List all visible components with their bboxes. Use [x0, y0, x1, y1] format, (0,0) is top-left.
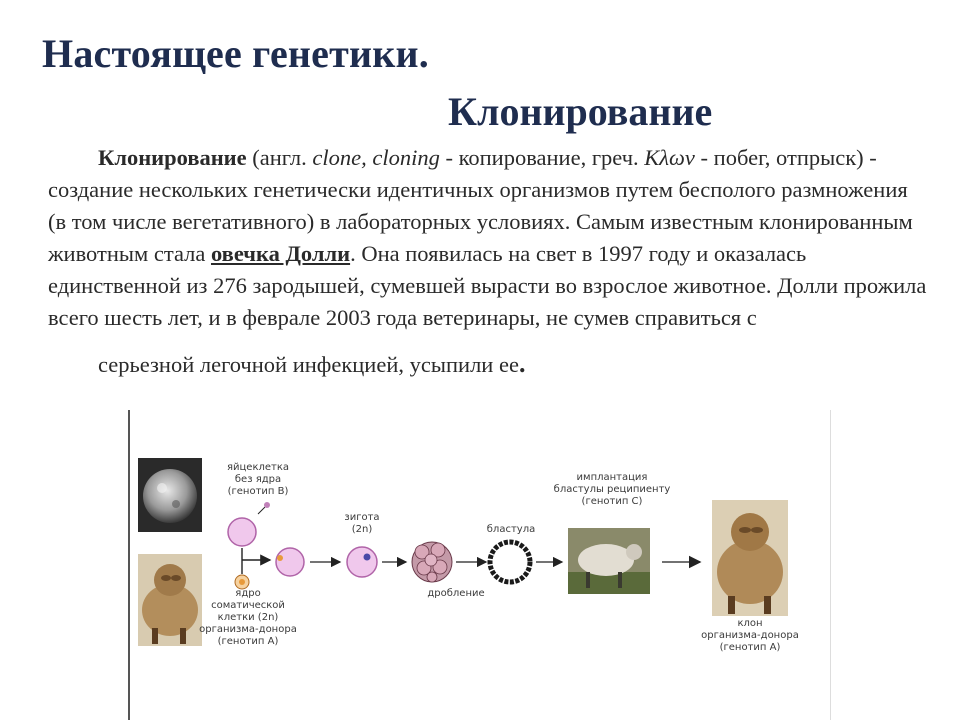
slide-title-line1: Настоящее генетики. [42, 31, 429, 76]
inserted-nucleus [277, 555, 283, 561]
slide-title-line2: Клонирование [448, 89, 713, 134]
recipient-sheep-photo [568, 528, 650, 594]
label-line: ядро соматической [211, 588, 285, 611]
blastula-label: бластула [486, 524, 536, 535]
clone-label [690, 618, 810, 654]
final-dot: . [518, 349, 526, 378]
label-line: (2n) [351, 524, 373, 535]
cleavage-label: дробление [427, 588, 485, 599]
zygote-cell [347, 547, 377, 577]
label-line: клон [737, 618, 763, 629]
label-line: (генотип A) [719, 642, 781, 653]
donor-sheep-photo [138, 554, 202, 646]
enucleated-egg-cell [228, 518, 256, 546]
label-line: клетки (2n) [217, 612, 279, 623]
zygote-label [340, 512, 384, 536]
implantation-label [550, 472, 674, 508]
donor-nucleus-dot [239, 579, 245, 585]
morula-cluster [412, 542, 452, 582]
text-segment: . Она появилась на свет в 1997 году и оказалась единственной из 276 зародышей, сумевшей вырасти во взрослое животное. Долли прожила всего шесть лет, и в феврале 2003 года ветеринары, не сумев справиться с [48, 241, 927, 330]
text-segment-last [48, 348, 525, 381]
text-segment: - побег, отпрыск) - создание нескольких генетически идентичных организмов путем бесполого размножения (в том числе вегетативного) в лабораторных условиях. Самым известным клонированным животным стала [48, 145, 913, 266]
label-line: имплантация [576, 472, 648, 483]
label-line: без ядра [234, 474, 282, 485]
english-term: clone, cloning [312, 145, 440, 170]
egg-label [218, 462, 298, 498]
label-line: (генотип C) [581, 496, 643, 507]
donor-nucleus-label [198, 588, 298, 648]
label-line: организма-донора [701, 630, 799, 641]
text-segment: серьезной легочной инфекцией, усыпили ее [98, 352, 519, 377]
label-line: яйцеклетка [226, 462, 290, 473]
text-segment: - копирование, греч. [439, 145, 645, 170]
removed-nucleus-icon [264, 502, 270, 508]
fused-egg-cell [276, 548, 304, 576]
definition-paragraph [48, 142, 928, 381]
label-line: бластулы реципиенту [553, 484, 671, 495]
clone-sheep-photo [712, 500, 788, 616]
zygote-nucleus [364, 554, 371, 561]
blastula-cell [490, 542, 530, 582]
label-line: зигота [344, 512, 380, 523]
egg-micrograph-photo [138, 458, 202, 532]
greek-term: Κλων [644, 145, 695, 170]
cloning-diagram [128, 410, 831, 720]
egg-arrow [258, 506, 266, 514]
text-segment: (англ. [246, 145, 313, 170]
label-line: (генотип B) [227, 486, 289, 497]
dolly-link[interactable]: овечка Долли [210, 241, 351, 266]
label-line: организма-донора [199, 624, 297, 635]
term-cloning: Клонирование [98, 145, 247, 170]
label-line: (генотип A) [217, 636, 279, 647]
